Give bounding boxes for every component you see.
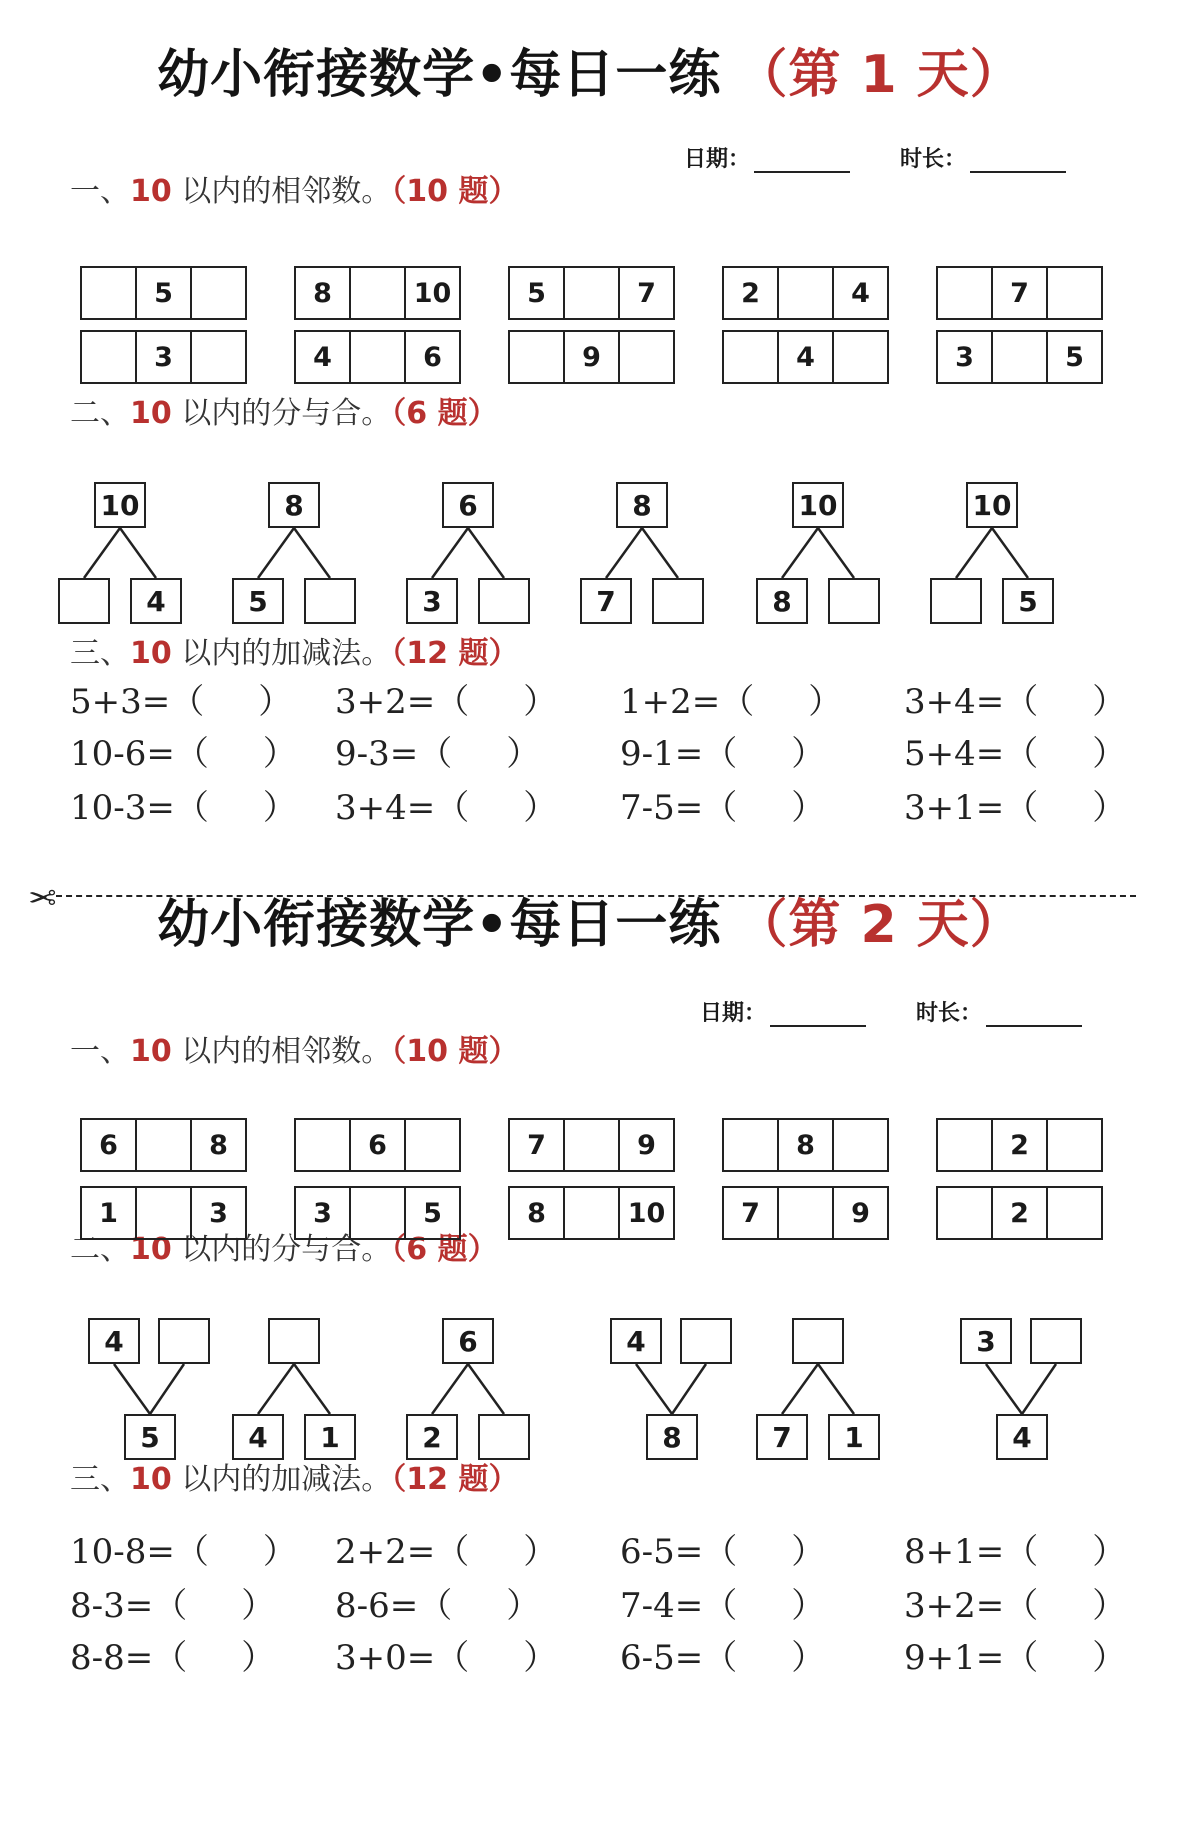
- bond-part-right-blank[interactable]: [478, 1414, 530, 1460]
- worksheet-day-1: [0, 0, 1180, 860]
- section-text: 以内的加减法。: [171, 1462, 392, 1497]
- equation: [70, 1524, 297, 1573]
- bond-line: [120, 528, 156, 578]
- given-number: 5: [423, 1197, 442, 1229]
- section-count: （10 题）: [391, 174, 519, 209]
- section-text: 以内的分与合。: [171, 1232, 392, 1267]
- bond-line: [642, 528, 678, 578]
- equation-text: 7-4=: [620, 1586, 704, 1626]
- equation: [620, 1578, 825, 1627]
- equation-text: 8-3=: [70, 1586, 154, 1626]
- bond-line: [150, 1364, 184, 1414]
- given-number: 8: [779, 1120, 834, 1170]
- bond-part-left: 2: [406, 1414, 458, 1460]
- given-number: 8: [296, 268, 351, 318]
- equation: [335, 674, 557, 723]
- bond-line: [468, 528, 504, 578]
- equation: [904, 780, 1126, 829]
- given-number: 6: [82, 1120, 137, 1170]
- equation: [904, 674, 1126, 723]
- section-prefix: 一、: [70, 174, 130, 209]
- bond-line: [782, 1364, 818, 1414]
- day-label: （第 2 天）: [735, 895, 1023, 955]
- bond-total: 8: [268, 482, 320, 528]
- answer-blank[interactable]: （ ）: [703, 1638, 826, 1678]
- bond-total: 8: [646, 1414, 698, 1460]
- section-count: （10 题）: [391, 1034, 519, 1069]
- equation-text: 3+1=: [904, 788, 1005, 828]
- title-text: 幼小衔接数学•每日一练: [157, 45, 722, 105]
- bond-total: 4: [996, 1414, 1048, 1460]
- equation-text: 3+2=: [335, 682, 436, 722]
- bond-total: 6: [442, 1318, 494, 1364]
- answer-blank[interactable]: （ ）: [1004, 1532, 1127, 1572]
- equation-text: 8-6=: [335, 1586, 419, 1626]
- equation: [904, 1524, 1126, 1573]
- bond-part-right-blank[interactable]: [652, 578, 704, 624]
- answer-blank[interactable]: （ ）: [153, 1638, 276, 1678]
- equation-text: 10-3=: [70, 788, 175, 828]
- equation-text: 5+4=: [904, 734, 1005, 774]
- section-prefix: 一、: [70, 1034, 130, 1069]
- answer-blank[interactable]: （ ）: [435, 1638, 558, 1678]
- bond-total: 10: [966, 482, 1018, 528]
- equation: [335, 1630, 557, 1679]
- section-number: 10: [130, 1034, 172, 1069]
- given-number: 2: [724, 268, 779, 318]
- section-text: 以内的分与合。: [171, 396, 392, 431]
- bond-total: 6: [442, 482, 494, 528]
- answer-blank[interactable]: （ ）: [1004, 1638, 1127, 1678]
- bond-line: [986, 1364, 1022, 1414]
- answer-blank[interactable]: （ ）: [435, 682, 558, 722]
- section-number: 10: [130, 636, 172, 671]
- equation: [70, 674, 292, 723]
- equation: [620, 1630, 825, 1679]
- bond-part-right: 1: [828, 1414, 880, 1460]
- day-label: （第 1 天）: [735, 45, 1023, 105]
- answer-blank[interactable]: （ ）: [153, 1586, 276, 1626]
- equation-text: 10-8=: [70, 1532, 175, 1572]
- given-number: 4: [779, 332, 834, 382]
- equation-text: 6-5=: [620, 1638, 704, 1678]
- equation: [620, 674, 842, 723]
- bond-line: [114, 1364, 150, 1414]
- bond-line: [782, 528, 818, 578]
- equation: [335, 780, 557, 829]
- equation: [620, 726, 825, 775]
- answer-blank[interactable]: （ ）: [418, 1586, 541, 1626]
- answer-blank[interactable]: （ ）: [174, 788, 297, 828]
- equation-text: 9-3=: [335, 734, 419, 774]
- answer-blank[interactable]: （ ）: [435, 1532, 558, 1572]
- given-number: 3: [209, 1197, 228, 1229]
- section-number: 10: [130, 174, 172, 209]
- bond-line: [672, 1364, 706, 1414]
- given-number: 7: [510, 1120, 565, 1170]
- given-number: 3: [938, 332, 993, 382]
- answer-blank[interactable]: （ ）: [1004, 682, 1127, 722]
- bond-part-right: 1: [304, 1414, 356, 1460]
- equation: [904, 1630, 1126, 1679]
- answer-blank[interactable]: （ ）: [703, 788, 826, 828]
- given-number: 5: [137, 268, 192, 318]
- bond-line: [992, 528, 1028, 578]
- equation: [904, 1578, 1126, 1627]
- bond-line: [468, 1364, 504, 1414]
- bond-total: 10: [792, 482, 844, 528]
- bond-line: [1022, 1364, 1056, 1414]
- given-number: 9: [565, 332, 620, 382]
- bond-part-left: 8: [756, 578, 808, 624]
- bond-line: [258, 528, 294, 578]
- bond-total-blank[interactable]: [268, 1318, 320, 1364]
- equation-text: 3+4=: [335, 788, 436, 828]
- section-prefix: 二、: [70, 396, 130, 431]
- equation-text: 3+2=: [904, 1586, 1005, 1626]
- bond-part-right-blank[interactable]: [1030, 1318, 1082, 1364]
- bond-line: [956, 528, 992, 578]
- equation: [620, 780, 825, 829]
- bond-part-right-blank[interactable]: [304, 578, 356, 624]
- bond-line: [294, 1364, 330, 1414]
- equation-text: 8-8=: [70, 1638, 154, 1678]
- section-count: （6 题）: [391, 396, 498, 431]
- date-label: 日期：: [700, 1001, 767, 1026]
- equation-text: 9+1=: [904, 1638, 1005, 1678]
- bond-line: [636, 1364, 672, 1414]
- answer-blank[interactable]: （ ）: [170, 682, 293, 722]
- title-text: 幼小衔接数学•每日一练: [157, 895, 722, 955]
- bond-part-right: 4: [130, 578, 182, 624]
- given-number: 9: [637, 1129, 656, 1161]
- given-number: 7: [637, 277, 656, 309]
- answer-blank[interactable]: （ ）: [1004, 734, 1127, 774]
- equation: [335, 1578, 540, 1627]
- bond-line: [432, 1364, 468, 1414]
- bond-part-left-blank[interactable]: [930, 578, 982, 624]
- bond-line: [818, 1364, 854, 1414]
- answer-blank[interactable]: （ ）: [703, 734, 826, 774]
- bond-total: 8: [616, 482, 668, 528]
- bond-part-left-blank[interactable]: [58, 578, 110, 624]
- given-number: 6: [423, 341, 442, 373]
- section-prefix: 三、: [70, 1462, 130, 1497]
- given-number: 1: [82, 1188, 137, 1238]
- bond-line: [294, 528, 330, 578]
- bond-part-left: 7: [756, 1414, 808, 1460]
- bond-total: 5: [124, 1414, 176, 1460]
- given-number: 6: [351, 1120, 406, 1170]
- bond-part-left: 4: [610, 1318, 662, 1364]
- worksheet-day-2: [0, 850, 1180, 1710]
- bond-part-right: 5: [1002, 578, 1054, 624]
- equation-text: 9-1=: [620, 734, 704, 774]
- scissors-icon: ✂: [28, 876, 57, 916]
- equation: [70, 726, 297, 775]
- equation: [70, 1578, 275, 1627]
- equation: [335, 1524, 557, 1573]
- section-count: （6 题）: [391, 1232, 498, 1267]
- answer-blank[interactable]: （ ）: [720, 682, 843, 722]
- equation: [620, 1524, 825, 1573]
- date-label: 日期：: [684, 147, 751, 172]
- answer-blank[interactable]: （ ）: [1004, 1586, 1127, 1626]
- section-number: 10: [130, 1232, 172, 1267]
- answer-blank[interactable]: （ ）: [703, 1586, 826, 1626]
- bond-part-left: 3: [406, 578, 458, 624]
- bond-part-right-blank[interactable]: [680, 1318, 732, 1364]
- answer-blank[interactable]: （ ）: [435, 788, 558, 828]
- given-number: 5: [510, 268, 565, 318]
- section-prefix: 三、: [70, 636, 130, 671]
- section-number: 10: [130, 1462, 172, 1497]
- equation-text: 6-5=: [620, 1532, 704, 1572]
- given-number: 3: [296, 1188, 351, 1238]
- bond-part-left: 7: [580, 578, 632, 624]
- given-number: 4: [851, 277, 870, 309]
- bond-part-left: 4: [232, 1414, 284, 1460]
- bond-line: [818, 528, 854, 578]
- section-number: 10: [130, 396, 172, 431]
- duration-label: 时长：: [916, 1001, 983, 1026]
- duration-label: 时长：: [900, 147, 967, 172]
- equation: [335, 726, 540, 775]
- equation: [70, 1630, 275, 1679]
- bond-line: [84, 528, 120, 578]
- bond-part-left: 4: [88, 1318, 140, 1364]
- bond-part-left: 5: [232, 578, 284, 624]
- bond-line: [432, 528, 468, 578]
- bond-part-right-blank[interactable]: [478, 578, 530, 624]
- section-text: 以内的相邻数。: [171, 1034, 392, 1069]
- answer-blank[interactable]: （ ）: [174, 1532, 297, 1572]
- equation: [904, 726, 1126, 775]
- section-count: （12 题）: [391, 636, 519, 671]
- bond-line: [258, 1364, 294, 1414]
- section-text: 以内的相邻数。: [171, 174, 392, 209]
- given-number: 10: [413, 277, 452, 309]
- given-number: 8: [510, 1188, 565, 1238]
- bond-part-right-blank[interactable]: [828, 578, 880, 624]
- given-number: 4: [296, 332, 351, 382]
- answer-blank[interactable]: （ ）: [1004, 788, 1127, 828]
- bond-line: [606, 528, 642, 578]
- given-number: 5: [1065, 341, 1084, 373]
- given-number: 10: [627, 1197, 666, 1229]
- bond-part-right-blank[interactable]: [158, 1318, 210, 1364]
- answer-blank[interactable]: （ ）: [703, 1532, 826, 1572]
- equation-text: 10-6=: [70, 734, 175, 774]
- equation-text: 3+4=: [904, 682, 1005, 722]
- equation-text: 1+2=: [620, 682, 721, 722]
- answer-blank[interactable]: （ ）: [418, 734, 541, 774]
- given-number: 7: [993, 268, 1048, 318]
- bond-total: 10: [94, 482, 146, 528]
- equation-text: 2+2=: [335, 1532, 436, 1572]
- given-number: 7: [724, 1188, 779, 1238]
- bond-part-left: 3: [960, 1318, 1012, 1364]
- equation-text: 5+3=: [70, 682, 171, 722]
- given-number: 2: [993, 1120, 1048, 1170]
- equation-text: 8+1=: [904, 1532, 1005, 1572]
- bond-total-blank[interactable]: [792, 1318, 844, 1364]
- equation-text: 7-5=: [620, 788, 704, 828]
- given-number: 2: [993, 1188, 1048, 1238]
- answer-blank[interactable]: （ ）: [174, 734, 297, 774]
- section-prefix: 二、: [70, 1232, 130, 1267]
- equation: [70, 780, 297, 829]
- given-number: 9: [851, 1197, 870, 1229]
- section-count: （12 题）: [391, 1462, 519, 1497]
- given-number: 3: [137, 332, 192, 382]
- given-number: 8: [209, 1129, 228, 1161]
- equation-text: 3+0=: [335, 1638, 436, 1678]
- section-text: 以内的加减法。: [171, 636, 392, 671]
